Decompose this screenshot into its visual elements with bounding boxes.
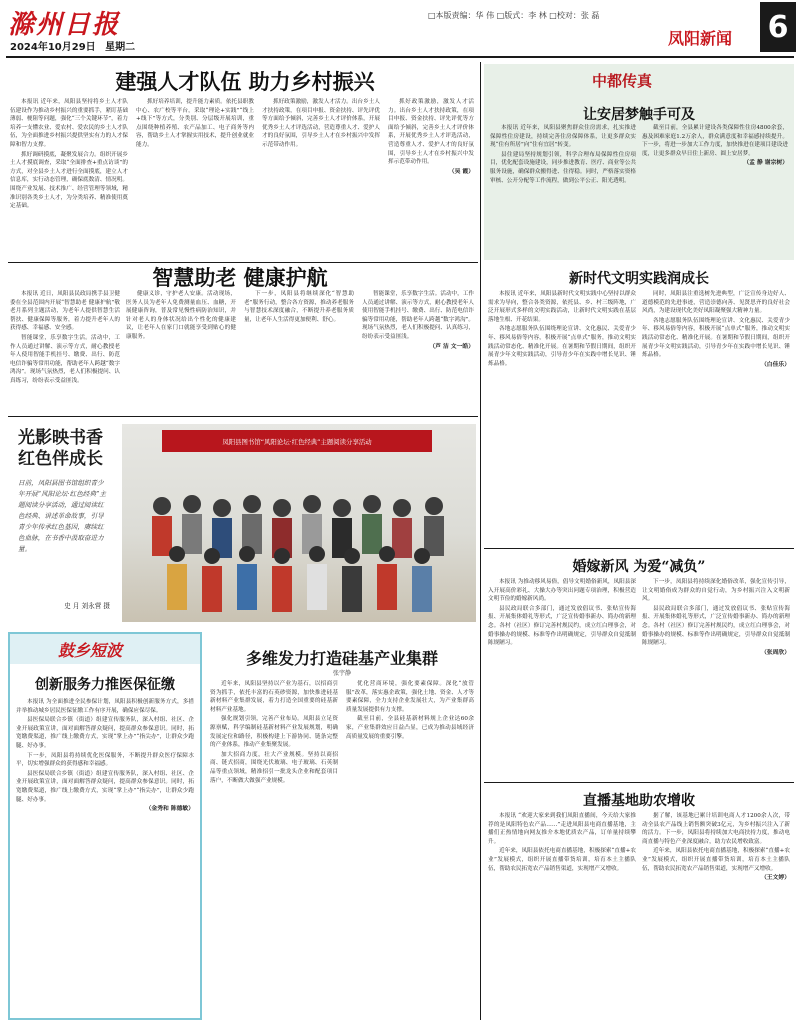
elderly-para-1: 本报讯 近日，凤阳县民政局携手县卫健委在全县范围内开展“智慧助老 健康护航”敬老月系列主题活动，为老年人提供智慧生活帮扶、健康保障等服务，着力提升老年人的获得感、幸福感、安全感。	[10, 291, 120, 332]
photo-caption-text: 日前，凤阳县图书馆组织青少年开展“风阳论坛·红色经典”主题阅读分享活动，通过阅读红色经典、讲述革命故事，引导青少年传承红色基因，赓续红色血脉，在书香中汲取奋进力量。	[18, 479, 106, 553]
talent-para-1: 本报讯 近年来，凤阳县坚持将乡土人才队伍建设作为推动乡村振兴的重要抓手，紧盯基础薄弱、梗阻等问题，强化“三个关键环节”，着力培养一支懂农业、爱农村、爱农民的乡土人才队伍，为全面推进乡村振兴提供坚实有力的人才保障和智力支撑。	[10, 99, 128, 148]
talent-col-3	[262, 98, 380, 250]
industry-para-2: 强化规划引领，完善产业布局。凤阳县立足资源禀赋，科学编制硅基新材料产业发展规划，明确发展定位和路径，积极构建上下游协同、链条完整的产业体系，推动产业集聚发展。	[210, 716, 338, 749]
wedding-para-1: 本报讯 为推动移风易俗，倡导文明婚俗新风，凤阳县深入开展高价彩礼、大操大办等突出问题专项治理，积极营造文明节俭的婚嫁新风尚。	[488, 579, 636, 603]
industry-headline: 多维发力打造硅基产业集群	[245, 649, 438, 668]
talent-col-4	[388, 98, 474, 258]
relocation-col-1	[490, 124, 636, 256]
photo-people-illustration	[122, 424, 476, 622]
issue-date	[10, 38, 135, 53]
livestream-col-1	[488, 812, 636, 1018]
talent-byline: （吴 霞）	[448, 168, 474, 175]
relocation-panel	[484, 64, 794, 260]
page-number: 6	[767, 9, 789, 45]
grassroots-column-header	[10, 634, 200, 664]
section-name: 凤阳新闻	[668, 29, 733, 48]
livestream-para-2: 近年来，凤阳县依托电商直播基地，积极探索“直播+农业”发展模式，组织开展直播带货培训，培育本土主播队伍，帮助农民拓宽农产品销售渠道，实现增产又增收。	[488, 848, 636, 872]
group-photo	[122, 424, 476, 622]
page-number-badge	[760, 2, 796, 52]
industry-author: 张宇静	[332, 670, 351, 677]
industry-col-1	[210, 680, 338, 1018]
elderly-byline: （芦 洁 文一皓）	[429, 343, 474, 350]
paper-name: 滁州日报	[8, 10, 121, 40]
elderly-col-2	[126, 290, 236, 410]
talent-col-2	[136, 98, 254, 250]
wedding-para-3: 下一步，凤阳县将持续深化婚俗改革，强化宣传引导，让文明婚俗成为群众的自觉行动，为乡村振兴注入文明新风。	[642, 579, 790, 603]
livestream-col-2	[642, 812, 790, 1018]
livestream-para-2b: 近年来，凤阳县依托电商直播基地，积极探索“直播+农业”发展模式，组织开展直播带货培训，培育本土主播队伍，帮助农民拓宽农产品销售渠道，实现增产又增收。	[642, 848, 790, 872]
relocation-column-tag	[592, 70, 688, 90]
civilization-para-1: 本报讯 近年来，凤阳县新时代文明实践中心坚持以群众需求为导向，整合各类资源，依托县、乡、村三级阵地，广泛开展形式多样的文明实践活动，让新时代文明实践在基层落地生根、开花结果。	[488, 291, 636, 323]
relocation-para-3: 截至目前，全县累计建设各类保障性住房4800余套，惠及困难家庭1.2万余人，群众满意度和幸福感持续提升。下一步，将进一步加大工作力度，加快推进在建项目建设进度，让更多群众早日住上新房、圆上安居梦。	[642, 125, 788, 157]
elderly-para-4: 下一步，凤阳县将继续深化“智慧助老”服务行动，整合各方资源，推动养老服务与智慧技术深度融合，不断提升养老服务质量，让老年人生活得更加便利、舒心。	[244, 291, 354, 323]
talent-headline: 建强人才队伍 助力乡村振兴	[115, 69, 375, 94]
industry-para-4: 优化营商环境，强化要素保障。深化“放管服”改革，落实惠企政策，强化土地、资金、人才等要素保障，全力支持企业发展壮大，为产业集群高质量发展提供有力支撑。	[346, 681, 474, 713]
masthead-rule	[6, 56, 794, 58]
masthead	[0, 0, 800, 56]
talent-col-1	[10, 98, 128, 250]
talent-para-4: 抓好政策激励，激发人才活力。出台乡土人才扶持政策，在项目申报、资金扶持、评先评优等方面给予倾斜，完善乡土人才评价体系，开展优秀乡土人才评选活动，营造尊重人才、爱护人才的良好氛围，引导乡土人才在乡村振兴中发挥示范带动作用。	[262, 99, 380, 148]
elderly-col-3	[244, 290, 354, 410]
grassroots-byline: （金秀和 陈德敏）	[145, 806, 194, 813]
photo-caption-title: 光影映书香 红色伴成长	[18, 428, 103, 469]
column-divider	[480, 62, 481, 1020]
civilization-byline: （白佳乐）	[761, 361, 790, 368]
industry-para-3: 加大招商力度，壮大产业规模。坚持以商招商、链式招商，围绕光伏玻璃、电子玻璃、石英制品等重点领域，精准招引一批龙头企业和配套项目落户，不断做大做强产业规模。	[210, 751, 338, 784]
elderly-headline: 智慧助老 健康护航	[152, 265, 328, 290]
divider-3	[484, 548, 794, 549]
relocation-para-1: 本报讯 近年来，凤阳县聚焦群众住房需求，扎实推进保障性住房建设，持续完善住房保障体系，让更多群众实现“住有所居”向“住有宜居”转变。	[490, 125, 636, 149]
wedding-para-2b: 县民政局联合多部门，通过发放倡议书、张贴宣传海报、开展集体婚礼等形式，广泛宣传婚事新办、简办的新理念。各村（社区）修订完善村规民约，成立红白理事会，对婚事操办的规模、标准等作出明确规定，引导群众自觉抵制陈规陋习。	[642, 605, 790, 647]
elderly-para-3: 健康义诊，守护老人安康。活动现场，医务人员为老年人免费测量血压、血糖，开展健康咨询，普及常见慢性病防治知识，并针对老人的身体状况给出个性化的健康建议，让老年人在家门口就能享受到贴心的健康服务。	[126, 291, 236, 340]
divider-4	[484, 782, 794, 783]
civilization-col-2	[642, 290, 790, 542]
wedding-byline: （张周欣）	[761, 649, 790, 656]
grassroots-body	[16, 698, 194, 1016]
grassroots-para-3: 下一步，凤阳县将持续优化医保服务，不断提升群众医疗保障水平，切实增强群众的获得感和幸福感。	[16, 752, 194, 768]
relocation-para-2: 县住建局坚持规划引领，科学合理布局保障性住房项目，优化配套设施建设，同步推进教育、医疗、商业等公共服务设施，确保群众搬得进、住得稳。同时，严格落实资格审核、公开分配等工作流程，做到公平公正、阳光透明。	[490, 151, 636, 184]
livestream-byline: （王文婷）	[761, 875, 790, 882]
wedding-headline: 婚嫁新风 为爱“减负”	[572, 559, 706, 575]
industry-col-2	[346, 680, 474, 1018]
relocation-headline: 让安居梦触手可及	[583, 107, 695, 123]
civilization-col-1	[488, 290, 636, 542]
grassroots-para-2b: 县医保局联合乡镇（街道）组建宣传服务队，深入村组、社区、企业开展政策宣讲，面对面解答群众疑问，提高群众参保意识。同时，拓宽缴费渠道，推广线上缴费方式，实现“掌上办”“指尖办”，让群众少跑腿、好办事。	[16, 770, 194, 803]
grassroots-column-name: 鼓乡短波	[58, 641, 123, 660]
talent-para-4b: 抓好政策激励，激发人才活力。出台乡土人才扶持政策，在项目申报、资金扶持、评先评优等方面给予倾斜，完善乡土人才评价体系，开展优秀乡土人才评选活动，营造尊重人才、爱护人才的良好氛围，引导乡土人才在乡村振兴中发挥示范带动作用。	[388, 99, 474, 166]
photo-photographer: 史 月 刘永营 摄	[64, 602, 110, 610]
grassroots-para-2: 县医保局联合乡镇（街道）组建宣传服务队，深入村组、社区、企业开展政策宣讲，面对面解答群众疑问，提高群众参保意识。同时，拓宽缴费渠道，推广线上缴费方式，实现“掌上办”“指尖办”，让群众少跑腿、好办事。	[16, 717, 194, 749]
talent-para-3: 抓好培养培训，提升能力素质。依托县职教中心、农广校等平台，采取“理论+实践”“线上+线下”等方式，分类别、分层级开展培训，重点围绕种植养殖、农产品加工、电子商务等内容，帮助乡土人才掌握实用技术，提升创业就业能力。	[136, 99, 254, 148]
weekday-text: 星期二	[105, 42, 136, 53]
relocation-col-2	[642, 124, 788, 256]
civilization-para-2b: 各地志愿服务队伍围绕理论宣讲、文化惠民、关爱青少年、移风易俗等内容，积极开展“点单式”服务，推动文明实践活动常态化、精准化开展。在暑期和节假日期间，组织开展青少年文明实践活动，引导青少年在实践中增长见识、锤炼品格。	[642, 317, 790, 359]
wedding-col-2	[642, 578, 790, 778]
livestream-headline: 直播基地助农增收	[583, 793, 695, 809]
photo-banner-text: 凤阳县图书馆“风阳论坛·红色经典”主题阅读分享活动	[222, 437, 372, 446]
elderly-para-2: 智能课堂，乐享数字生活。活动中，工作人员通过讲解、演示等方式，耐心教授老年人使用智能手机挂号、缴费、出行、防范电信诈骗等常用功能，帮助老年人跨越“数字鸿沟”。现场气氛热烈，老人们积极提问、认真练习，纷纷表示受益匪浅。	[10, 334, 120, 384]
date-text: 2024年10月29日	[10, 42, 96, 53]
industry-para-1: 近年来，凤阳县坚持以产业为基石，以招商引资为抓手，依托丰富的石英砂资源，加快推进硅基新材料产业集群发展，着力打造全国重要的硅基新材料产业基地。	[210, 681, 338, 713]
grassroots-box	[8, 632, 202, 1020]
elderly-col-4	[362, 290, 474, 410]
relocation-byline: （孟 静 谢宗树）	[743, 160, 788, 167]
elderly-col-1	[10, 290, 120, 410]
livestream-para-3: 据了解，该基地已累计培训电商人才1200余人次，带动全县农产品线上销售额突破3亿元，为乡村振兴注入了新的活力。下一步，凤阳县将持续加大电商扶持力度，推动电商直播与特色产业深度融合，助力农民增收致富。	[642, 813, 790, 845]
talent-para-2: 抓好调研摸底，凝聚发展合力。组织开展乡土人才摸底调查，采取“全面排查+重点访谈”的方式，对全县乡土人才进行全面摸底，建立人才信息库，实行动态管理，确保底数清、情况明。围绕产业发展、技术推广、经营管理等领域，精准识别各类乡土人才，为分类培养、精准使用奠定基础。	[10, 151, 128, 210]
wedding-para-2: 县民政局联合多部门，通过发放倡议书、张贴宣传海报、开展集体婚礼等形式，广泛宣传婚事新办、简办的新理念。各村（社区）修订完善村规民约，成立红白理事会，对婚事操办的规模、标准等作出明确规定，引导群众自觉抵制陈规陋习。	[488, 605, 636, 647]
editors-credit: □本版责编：华 伟 □版式：李 林 □校对：张 磊	[428, 11, 600, 20]
relocation-column-name: 中都传真	[592, 72, 653, 90]
wedding-col-1	[488, 578, 636, 778]
civilization-para-2: 各地志愿服务队伍围绕理论宣讲、文化惠民、关爱青少年、移风易俗等内容，积极开展“点单式”服务，推动文明实践活动常态化、精准化开展。在暑期和节假日期间，组织开展青少年文明实践活动，引导青少年在实践中增长见识、锤炼品格。	[488, 326, 636, 367]
divider-2	[8, 416, 478, 417]
grassroots-para-1: 本报讯 为全面推进全民参保计划，凤阳县积极创新服务方式，多措并举推动城乡居民医保征缴工作有序开展，确保应保尽保。	[16, 699, 194, 714]
industry-para-5: 截至目前，全县硅基新材料规上企业达60余家，产业集群效应日益凸显，已成为推动县域经济高质量发展的重要引擎。	[346, 716, 474, 740]
civilization-headline: 新时代文明实践润成长	[569, 271, 709, 287]
livestream-para-1: 本报讯 “欢迎大家来到我们凤阳直播间，今天给大家推荐的是凤阳特色农产品……”走进凤阳县电商直播基地，主播们正热情地向网友推介本地优质农产品，订单量持续攀升。	[488, 813, 636, 845]
grassroots-headline: 创新服务力推医保征缴	[35, 677, 175, 693]
elderly-para-2b: 智能课堂，乐享数字生活。活动中，工作人员通过讲解、演示等方式，耐心教授老年人使用智能手机挂号、缴费、出行、防范电信诈骗等常用功能，帮助老年人跨越“数字鸿沟”。现场气氛热烈，老人们积极提问、认真练习，纷纷表示受益匪浅。	[362, 291, 474, 340]
civilization-para-3: 同时，凤阳县注重选树先进典型，广泛宣传身边好人、道德模范的先进事迹，营造崇德向善、见贤思齐的良好社会风尚，为建设现代化美好凤阳凝聚强大精神力量。	[642, 291, 790, 315]
